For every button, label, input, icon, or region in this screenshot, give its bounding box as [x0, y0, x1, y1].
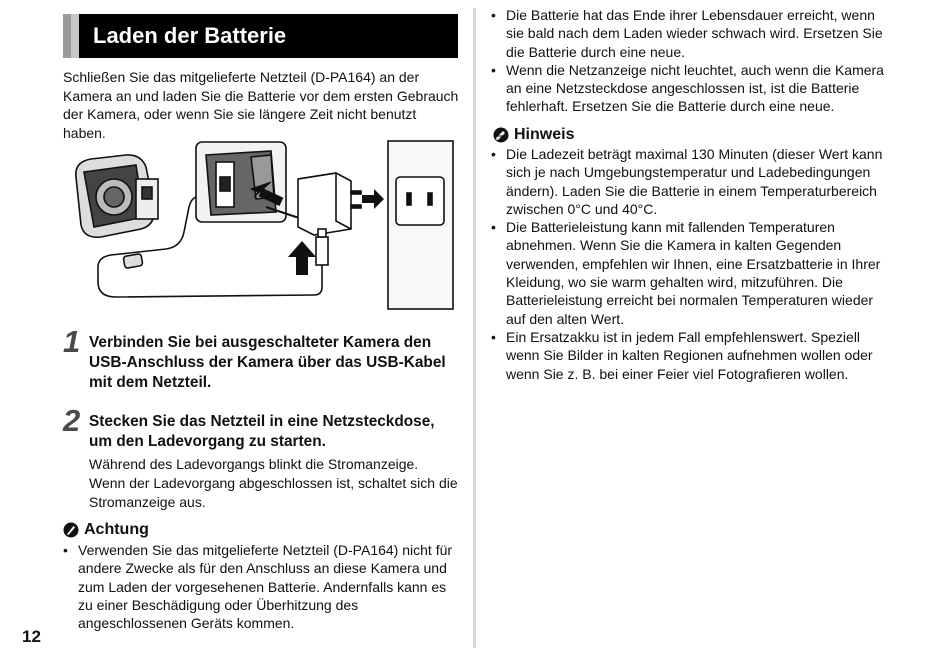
step-number: 2 — [63, 403, 81, 438]
caution-icon — [63, 522, 79, 538]
list-item: • Verwenden Sie das mitgelieferte Netzteil (D-PA164) nicht für andere Zwecke als für den Anschluss an diese Kamera und zum Laden der vorgesehenen Batterie. Andernfalls kann es zu einer Beschädigung oder Überhitzung des angeschlossenen Geräts kommen. — [63, 541, 463, 632]
wall-outlet — [388, 141, 453, 309]
step-1 — [63, 326, 463, 396]
right-arrow-icon — [362, 189, 384, 209]
list-item: • Die Ladezeit beträgt maximal 130 Minuten (dieser Wert kann sich je nach Umgebungstemperatur und Ladebedingungen ändern). Laden Sie die Batterie in einem Temperaturbereich zwischen 0°C und 40°C. — [491, 145, 891, 218]
step-heading: Verbinden Sie bei ausgeschalteter Kamera den USB-Anschluss der Kamera über das USB-Kabel mit dem Netzteil. — [89, 334, 446, 391]
caution-title: Achtung — [84, 521, 149, 538]
step-2 — [63, 405, 463, 515]
hint-heading — [493, 125, 574, 145]
list-item: • Die Batterie hat das Ende ihrer Lebensdauer erreicht, wenn sie bald nach dem Laden wieder schwach wird. Ersetzen Sie die Batterie durch eine neue. — [491, 6, 891, 61]
charging-illustration — [66, 137, 458, 315]
hint-list — [491, 145, 891, 383]
ac-adapter — [298, 173, 361, 235]
up-arrow-icon — [288, 241, 316, 275]
list-item: • Wenn die Netzanzeige nicht leuchtet, auch wenn die Kamera an eine Netzsteckdose angeschlossen ist, ist die Batterie fehlerhaft. Ersetzen Sie die Batterie durch eine neue. — [491, 61, 891, 116]
continued-list — [491, 6, 891, 116]
camera-illustration — [76, 155, 158, 237]
page-title: Laden der Batterie — [93, 23, 287, 48]
caution-list — [63, 541, 463, 632]
intro-paragraph: Schließen Sie das mitgelieferte Netzteil (D-PA164) an der Kamera an und laden Sie die Batterie vor dem ersten Gebrauch der Kamera, oder wenn Sie sie längere Zeit nicht benutzt haben. — [63, 69, 459, 141]
step-number: 1 — [63, 324, 81, 359]
list-item: • Die Batterieleistung kann mit fallenden Temperaturen abnehmen. Wenn Sie die Kamera in kalten Gegenden verwenden, empfehlen wir Ihnen, eine Ersatzbatterie in Ihrer Kleidung, wo sie warm gehalten wird, mitzuführen. Die Batterieleistung erreicht bei normalen Temperaturen wieder auf den alten Wert. — [491, 218, 891, 328]
page-number: 12 — [22, 627, 41, 646]
step-body-line: Wenn der Ladevorgang abgeschlossen ist, schaltet sich die Stromanzeige aus. — [89, 475, 458, 510]
step-heading: Stecken Sie das Netzteil in eine Netzsteckdose, um den Ladevorgang zu starten. — [89, 413, 435, 450]
title-accent-stripe — [63, 14, 71, 58]
hint-title: Hinweis — [514, 126, 575, 143]
caution-heading — [63, 520, 149, 540]
title-accent-stripe — [71, 14, 79, 58]
column-divider — [473, 8, 476, 648]
memo-icon — [493, 127, 509, 143]
list-item: • Ein Ersatzakku ist in jedem Fall empfehlenswert. Speziell wenn Sie Bilder in kalten Regionen aufnehmen wollen oder wenn Sie z. B. bei einer Feier viel Fotografieren wollen. — [491, 328, 891, 383]
step-body-line: Während des Ladevorgangs blinkt die Stromanzeige. — [89, 456, 419, 472]
